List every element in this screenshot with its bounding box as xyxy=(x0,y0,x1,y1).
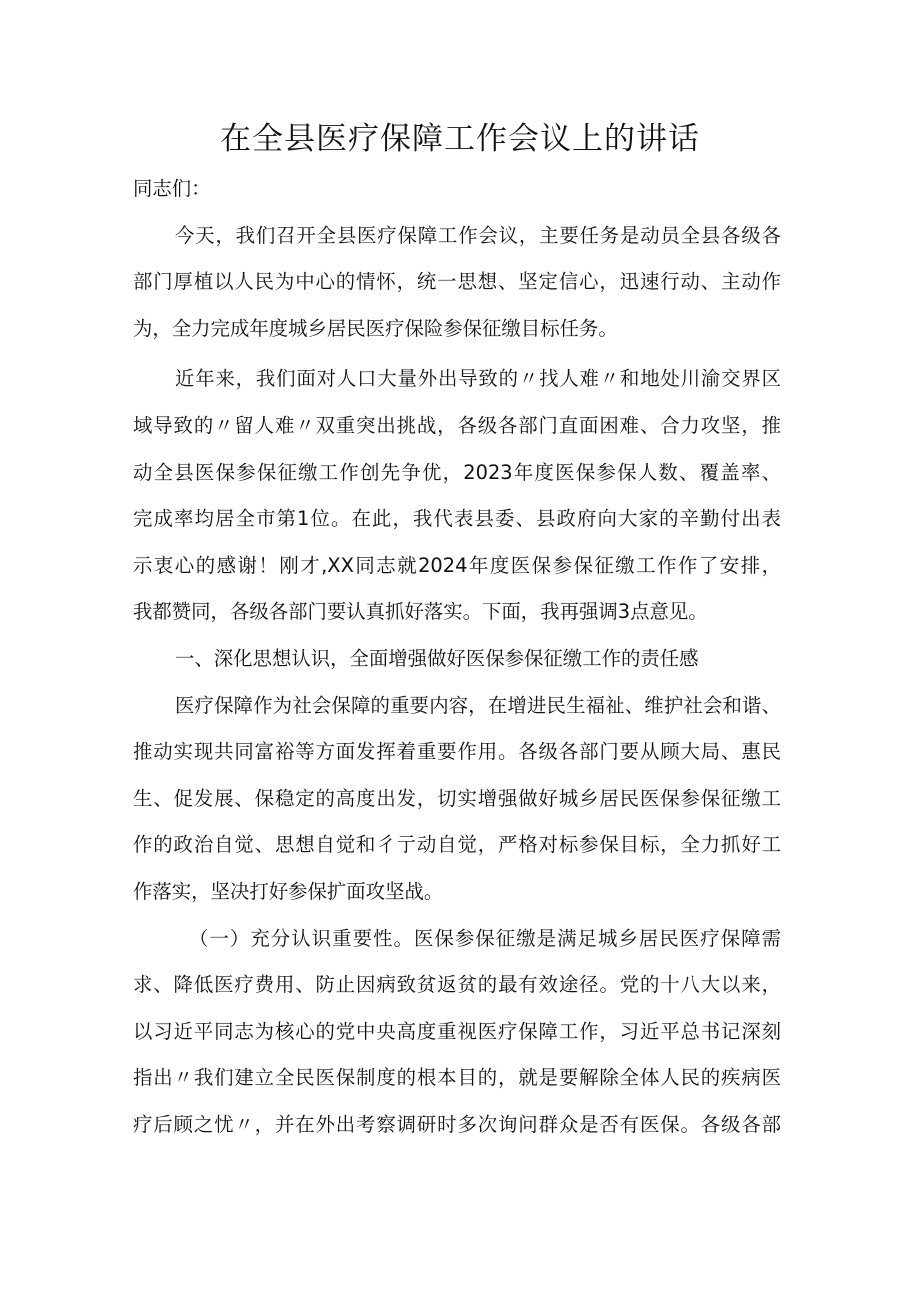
salutation: 同志们： xyxy=(133,177,211,200)
paragraph-line: 我都赞同，各级各部门要认真抓好落实。下面，我再强调3点意见。 xyxy=(133,600,708,624)
paragraph-line: 完成率均居全市第1位。在此，我代表县委、县政府向大家的辛勤付出表 xyxy=(133,507,781,531)
paragraph-line: 作的政治自觉、思想自觉和彳亍动自觉，严格对标参保目标，全力抓好工 xyxy=(133,833,781,857)
speech-body xyxy=(133,166,781,1148)
paragraph-line: 指出〃我们建立全民医保制度的根本目的，就是要解除全体人民的疾病医 xyxy=(133,1066,781,1090)
speech-title: 在全县医疗保障工作会议上的讲话 xyxy=(220,121,700,157)
paragraph-line: 为，全力完成年度城乡居民医疗保险参保征缴目标任务。 xyxy=(133,316,618,340)
paragraph-line: 近年来，我们面对人口大量外出导致的〃找人难〃和地处川渝交界区 xyxy=(175,367,781,391)
paragraph-line: 示衷心的感谢！刚才,XX同志就2024年度医保参保征缴工作作了安排， xyxy=(133,553,781,577)
paragraph-line: 生、促发展、保稳定的高度出发，切实增强做好城乡居民医保参保征缴工 xyxy=(133,786,781,810)
section-heading: 一、深化思想认识，全面增强做好医保参保征缴工作的责任感 xyxy=(175,646,699,670)
paragraph-line: 医疗保障作为社会保障的重要内容，在增进民生福祉、维护社会和谐、 xyxy=(175,693,781,717)
paragraph-line: 以习近平同志为核心的党中央高度重视医疗保障工作，习近平总书记深刻 xyxy=(133,1019,781,1043)
paragraph-subsection-1 xyxy=(133,916,781,1149)
paragraph-achievements xyxy=(133,356,781,636)
paragraph-opening xyxy=(133,213,781,353)
paragraph-line: 动全县医保参保征缴工作创先争优，2023年度医保参保人数、覆盖率、 xyxy=(133,460,781,484)
paragraph-line: 作落实，坚决打好参保扩面攻坚战。 xyxy=(133,879,444,903)
section-heading-1 xyxy=(133,636,781,683)
paragraph-line: 部门厚植以人民为中心的情怀，统一思想、坚定信心，迅速行动、主动作 xyxy=(133,270,781,294)
paragraph-importance xyxy=(133,683,781,916)
paragraph-line: 疗后顾之忧〃，并在外出考察调研时多次询问群众是否有医保。各级各部 xyxy=(133,1112,781,1136)
paragraph-line: （一）充分认识重要性。医保参保征缴是满足城乡居民医疗保障需 xyxy=(189,926,781,950)
paragraph-line: 域导致的〃留人难〃双重突出挑战，各级各部门直面困难、合力攻坚，推 xyxy=(133,413,781,437)
paragraph-line: 推动实现共同富裕等方面发挥着重要作用。各级各部门要从顾大局、惠民 xyxy=(133,740,781,764)
paragraph-line: 今天，我们召开全县医疗保障工作会议，主要任务是动员全县各级各 xyxy=(175,223,781,247)
paragraph-line: 求、降低医疗费用、防止因病致贫返贫的最有效途径。党的十八大以来， xyxy=(133,973,781,997)
